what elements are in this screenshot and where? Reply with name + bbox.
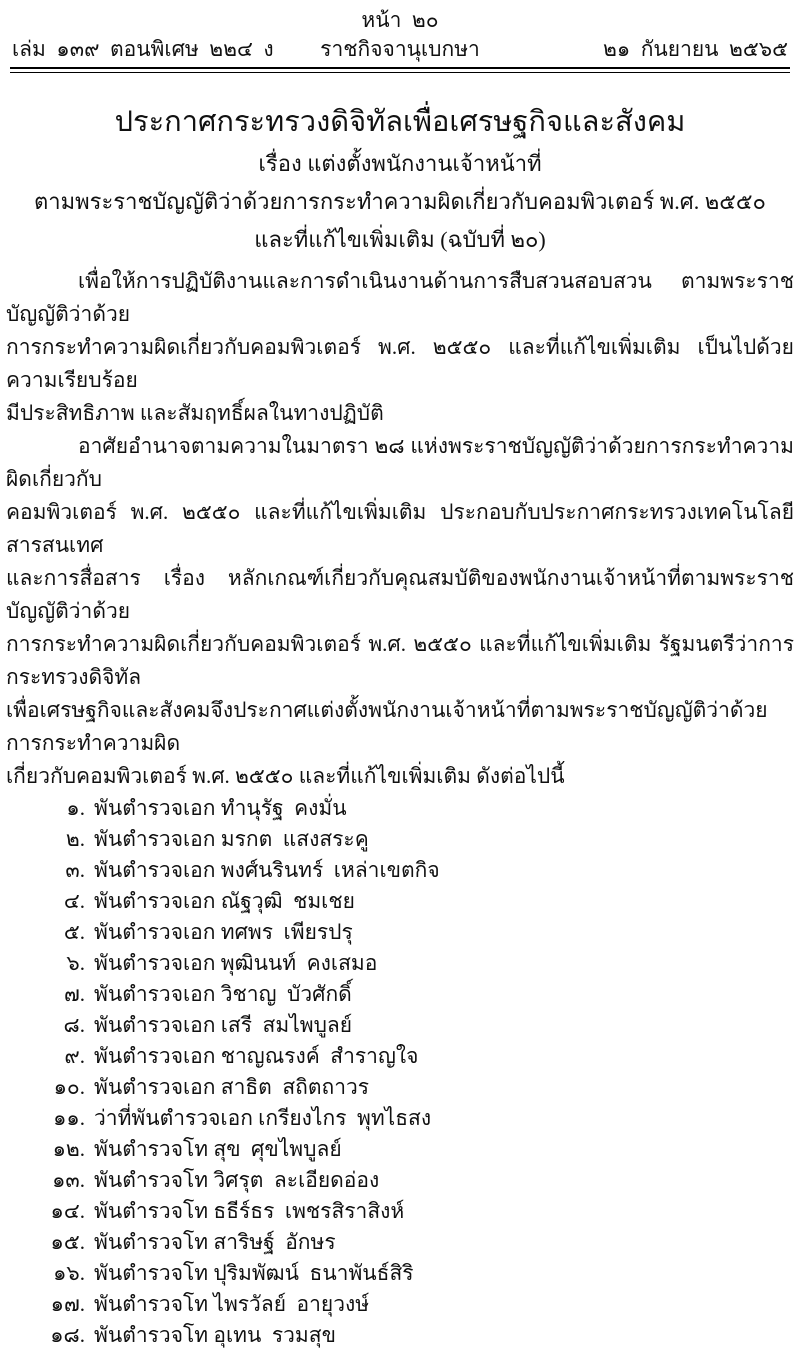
body-line: เกี่ยวกับคอมพิวเตอร์ พ.ศ. ๒๕๕๐ และที่แก้ไขเพิ่มเติม ดังต่อไปนี้: [6, 764, 565, 788]
page-number-label: หน้า ๒๐: [361, 8, 439, 32]
appointee-name: พันตำรวจเอก มรกต แสงสระคู: [94, 827, 369, 851]
appointee-number: ๓.: [65, 858, 85, 882]
body-line: การกระทำความผิดเกี่ยวกับคอมพิวเตอร์ พ.ศ. ๒๕๕๐ และที่แก้ไขเพิ่มเติม เป็นไปด้วยความเรียบร้อย: [6, 335, 794, 392]
appointee-row: [6, 1010, 794, 1041]
appointee-name: พันตำรวจเอก วิชาญ บัวศักดิ์: [94, 982, 352, 1006]
appointee-name: พันตำรวจเอก ณัฐวุฒิ ชมเชย: [94, 889, 355, 913]
body-line: คอมพิวเตอร์ พ.ศ. ๒๕๕๐ และที่แก้ไขเพิ่มเติม ประกอบกับประกาศกระทรวงเทคโนโลยีสารสนเทศ: [6, 500, 794, 557]
appointee-row: [6, 1227, 794, 1258]
volume-issue-label: เล่ม ๑๓๙ ตอนพิเศษ ๒๒๔ ง: [12, 37, 274, 61]
appointee-number: ๑.: [66, 796, 85, 820]
body-line: เพื่อให้การปฏิบัติงานและการดำเนินงานด้านการสืบสวนสอบสวน ตามพระราชบัญญัติว่าด้วย: [6, 269, 794, 326]
act-reference-line: ตามพระราชบัญญัติว่าด้วยการกระทำความผิดเกี่ยวกับคอมพิวเตอร์ พ.ศ. ๒๕๕๐: [34, 189, 766, 214]
appointee-number: ๘.: [63, 1013, 85, 1037]
ministry-announcement-line: ประกาศกระทรวงดิจิทัลเพื่อเศรษฐกิจและสังคม: [114, 106, 686, 138]
appointee-number: ๖.: [66, 951, 85, 975]
preamble-paragraph: [6, 265, 794, 430]
appointee-name: พันตำรวจโท อุเทน รวมสุข: [94, 1323, 336, 1347]
appointee-row: [6, 1041, 794, 1072]
appointee-number: ๑๒.: [52, 1137, 85, 1161]
appointee-name: ว่าที่พันตำรวจเอก เกรียงไกร พุทไธสง: [94, 1106, 432, 1130]
appointee-number: ๒.: [65, 827, 85, 851]
document-body: [0, 265, 800, 793]
appointee-name: พันตำรวจโท สุข ศุขไพบูลย์: [94, 1137, 342, 1161]
amendment-line: และที่แก้ไขเพิ่มเติม (ฉบับที่ ๒๐): [254, 227, 546, 252]
appointee-row: [6, 979, 794, 1010]
appointee-number: ๙.: [64, 1044, 85, 1068]
body-line: การกระทำความผิดเกี่ยวกับคอมพิวเตอร์ พ.ศ. ๒๕๕๐ และที่แก้ไขเพิ่มเติม รัฐมนตรีว่าการกระทรวงดิจิทัล: [6, 632, 794, 689]
appointee-name: พันตำรวจเอก พงศ์นรินทร์ เหล่าเขตกิจ: [94, 858, 440, 882]
appointee-name: พันตำรวจโท ไพรวัลย์ อายุวงษ์: [94, 1292, 370, 1316]
appointee-row: [6, 948, 794, 979]
authority-paragraph: [6, 430, 794, 793]
appointee-row: [6, 1165, 794, 1196]
body-line: อาศัยอำนาจตามความในมาตรา ๒๘ แห่งพระราชบัญญัติว่าด้วยการกระทำความผิดเกี่ยวกับ: [6, 434, 794, 491]
appointee-number: ๑๘.: [50, 1323, 85, 1347]
appointee-number: ๑๓.: [52, 1168, 85, 1192]
appointee-row: [6, 1289, 794, 1320]
appointee-row: [6, 824, 794, 855]
appointee-row: [6, 886, 794, 917]
appointee-row: [6, 1320, 794, 1351]
gazette-header: [0, 35, 800, 63]
subject-line: เรื่อง แต่งตั้งพนักงานเจ้าหน้าที่: [258, 151, 542, 176]
appointee-number: ๑๐.: [53, 1075, 85, 1099]
appointee-name: พันตำรวจโท ปุริมพัฒน์ ธนาพันธ์สิริ: [94, 1261, 414, 1285]
appointee-row: [6, 1072, 794, 1103]
appointee-number: ๔.: [63, 889, 85, 913]
appointee-number: ๑๗.: [50, 1292, 85, 1316]
publish-date: ๒๑ กันยายน ๒๕๖๕: [603, 37, 788, 61]
appointee-name: พันตำรวจโท สาริษฐ์ อักษร: [94, 1230, 336, 1254]
appointee-number: ๑๖.: [53, 1261, 85, 1285]
appointee-name: พันตำรวจเอก สาธิต สถิตถาวร: [94, 1075, 370, 1099]
appointee-list: [0, 793, 800, 1351]
appointee-name: พันตำรวจเอก ชาญณรงค์ สำราญใจ: [94, 1044, 419, 1068]
gazette-name: ราชกิจจานุเบกษา: [320, 37, 480, 61]
appointee-number: ๑๑.: [53, 1106, 85, 1130]
appointee-row: [6, 1103, 794, 1134]
appointee-name: พันตำรวจโท ธธีร์ธร เพชรสิราสิงห์: [94, 1199, 405, 1223]
appointee-number: ๕.: [63, 920, 85, 944]
appointee-name: พันตำรวจเอก พุฒินนท์ คงเสมอ: [94, 951, 378, 975]
appointee-row: [6, 855, 794, 886]
appointee-number: ๗.: [63, 982, 85, 1006]
header-divider: [10, 67, 790, 73]
appointee-number: ๑๕.: [50, 1230, 85, 1254]
body-line: และการสื่อสาร เรื่อง หลักเกณฑ์เกี่ยวกับคุณสมบัติของพนักงานเจ้าหน้าที่ตามพระราชบัญญัติว่าด้วย: [6, 566, 794, 623]
body-line: เพื่อเศรษฐกิจและสังคมจึงประกาศแต่งตั้งพนักงานเจ้าหน้าที่ตามพระราชบัญญัติว่าด้วยการกระทำความผิด: [6, 698, 768, 755]
appointee-row: [6, 793, 794, 824]
appointee-name: พันตำรวจเอก เสรี สมไพบูลย์: [94, 1013, 353, 1037]
appointee-row: [6, 1196, 794, 1227]
announcement-title: [0, 99, 800, 259]
body-line: มีประสิทธิภาพ และสัมฤทธิ์ผลในทางปฏิบัติ: [6, 401, 384, 425]
appointee-name: พันตำรวจเอก ทำนุรัฐ คงมั่น: [94, 796, 347, 820]
appointee-row: [6, 917, 794, 948]
appointee-row: [6, 1134, 794, 1165]
appointee-name: พันตำรวจเอก ทศพร เพียรปรุ: [94, 920, 353, 944]
appointee-name: พันตำรวจโท วิศรุต ละเอียดอ่อง: [94, 1168, 380, 1192]
appointee-row: [6, 1258, 794, 1289]
appointee-number: ๑๔.: [50, 1199, 85, 1223]
